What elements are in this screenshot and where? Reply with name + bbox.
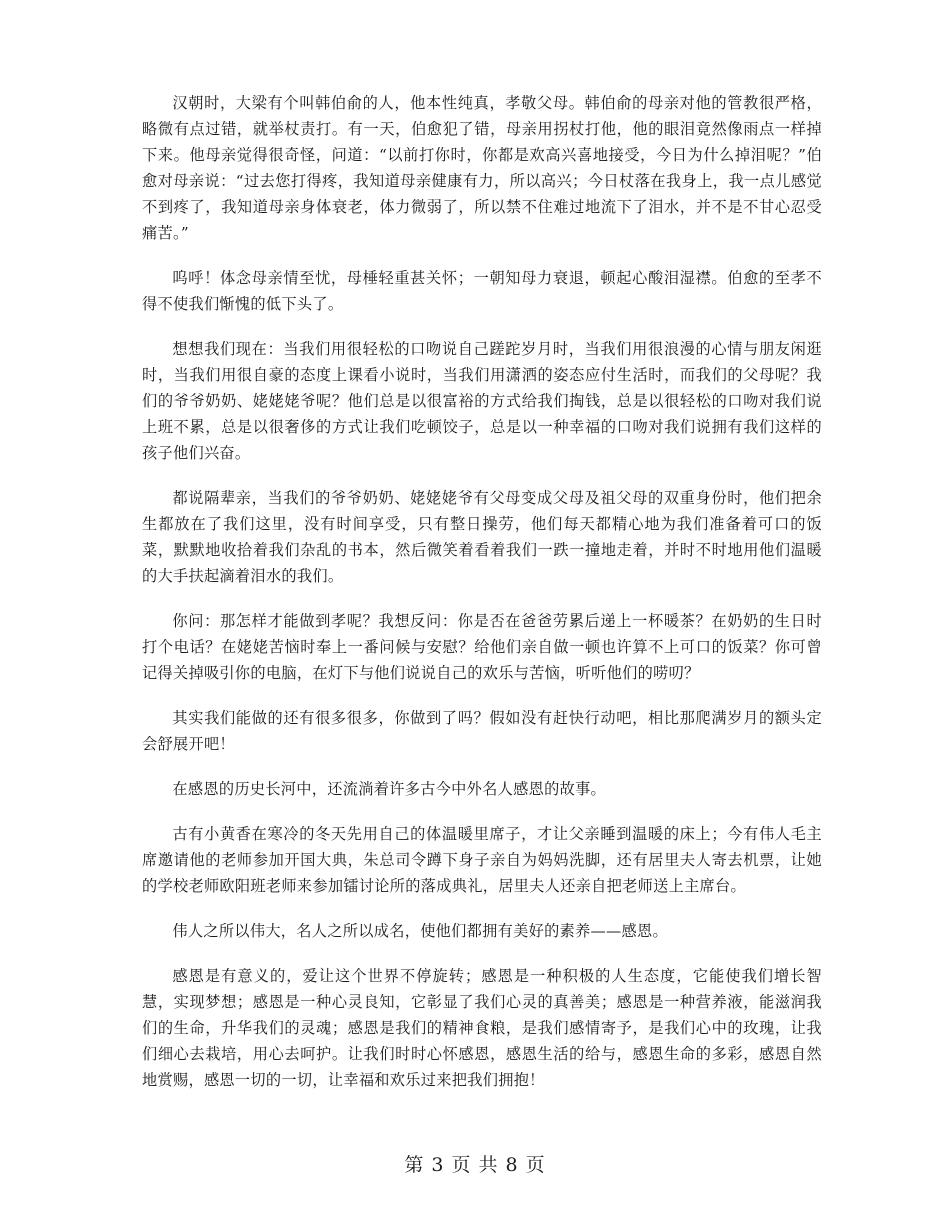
paragraph-10: 感恩是有意义的，爱让这个世界不停旋转；感恩是一种积极的人生态度，它能使我们增长智慧，实现梦想；感恩是一种心灵良知，它彰显了我们心灵的真善美；感恩是一种营养液，能滋润我们的生命，升华我们的灵魂；感恩是我们的精神食粮，是我们感情寄予，是我们心中的玫瑰，让我们细心去栽培，用心去呵护。让我们时时心怀感恩，感恩生活的给与，感恩生命的多彩，感恩自然地赏赐，感恩一切的一切，让幸福和欢乐过来把我们拥抱！ — [142, 967, 822, 1089]
paragraph-8: 古有小黄香在寒冷的冬天先用自己的体温暖里席子，才让父亲睡到温暖的床上；今有伟人毛主席邀请他的老师参加开国大典，朱总司令蹲下身子亲自为妈妈洗脚，还有居里夫人寄去机票，让她的学校老师欧阳班老师来参加镭讨论所的落成典礼，居里夫人还亲自把老师送上主席台。 — [142, 825, 822, 895]
page-number-footer: 第 3 页 共 8 页 — [404, 1154, 546, 1176]
paragraph-3: 想想我们现在：当我们用很轻松的口吻说自己蹉跎岁月时，当我们用很浪漫的心情与朋友闲逛时，当我们用很自豪的态度上课看小说时，当我们用潇洒的姿态应付生活时，而我们的父母呢？我们的爷爷奶奶、姥姥姥爷呢？他们总是以很富裕的方式给我们掏钱，总是以很轻松的口吻对我们说上班不累，总是以很奢侈的方式让我们吃顿饺子，总是以一种幸福的口吻对我们说拥有我们这样的孩子他们兴奋。 — [142, 340, 822, 462]
paragraph-4: 都说隔辈亲，当我们的爷爷奶奶、姥姥姥爷有父母变成父母及祖父母的双重身份时，他们把余生都放在了我们这里，没有时间享受，只有整日操劳，他们每天都精心地为我们准备着可口的饭菜，默默地收拾着我们杂乱的书本，然后微笑着看着我们一跌一撞地走着，并时不时地用他们温暖的大手扶起滴着泪水的我们。 — [142, 489, 822, 585]
document-body — [142, 90, 822, 1112]
paragraph-5: 你问：那怎样才能做到孝呢？我想反问：你是否在爸爸劳累后递上一杯暖茶？在奶奶的生日时打个电话？在姥姥苦恼时奉上一番问候与安慰？给他们亲自做一顿也许算不上可口的饭菜？你可曾记得关掉吸引你的电脑，在灯下与他们说说自己的欢乐与苦恼，听听他们的唠叨？ — [142, 612, 822, 682]
paragraph-7: 在感恩的历史长河中，还流淌着许多古今中外名人感恩的故事。 — [172, 780, 607, 798]
paragraph-6: 其实我们能做的还有很多很多，你做到了吗？假如没有赶快行动吧，相比那爬满岁月的额头定会舒展开吧！ — [142, 709, 822, 753]
paragraph-9: 伟人之所以伟大，名人之所以成名，使他们都拥有美好的素养——感恩。 — [172, 922, 668, 940]
paragraph-2: 呜呼！体念母亲情至忧，母棰轻重甚关怀；一朝知母力衰退，顿起心酸泪湿襟。伯愈的至孝不得不使我们惭愧的低下头了。 — [142, 269, 822, 313]
paragraph-1: 汉朝时，大梁有个叫韩伯俞的人，他本性纯真，孝敬父母。韩伯俞的母亲对他的管教很严格，略微有点过错，就举杖责打。有一天，伯愈犯了错，母亲用拐杖打他，他的眼泪竟然像雨点一样掉下来。他母亲觉得很奇怪，问道：“以前打你时，你都是欢高兴喜地接受，今日为什么掉泪呢？”伯愈对母亲说：“过去您打得疼，我知道母亲健康有力，所以高兴；今日杖落在我身上，我一点儿感觉不到疼了，我知道母亲身体衰老，体力微弱了，所以禁不住难过地流下了泪水，并不是不甘心忍受痛苦。” — [142, 94, 822, 242]
